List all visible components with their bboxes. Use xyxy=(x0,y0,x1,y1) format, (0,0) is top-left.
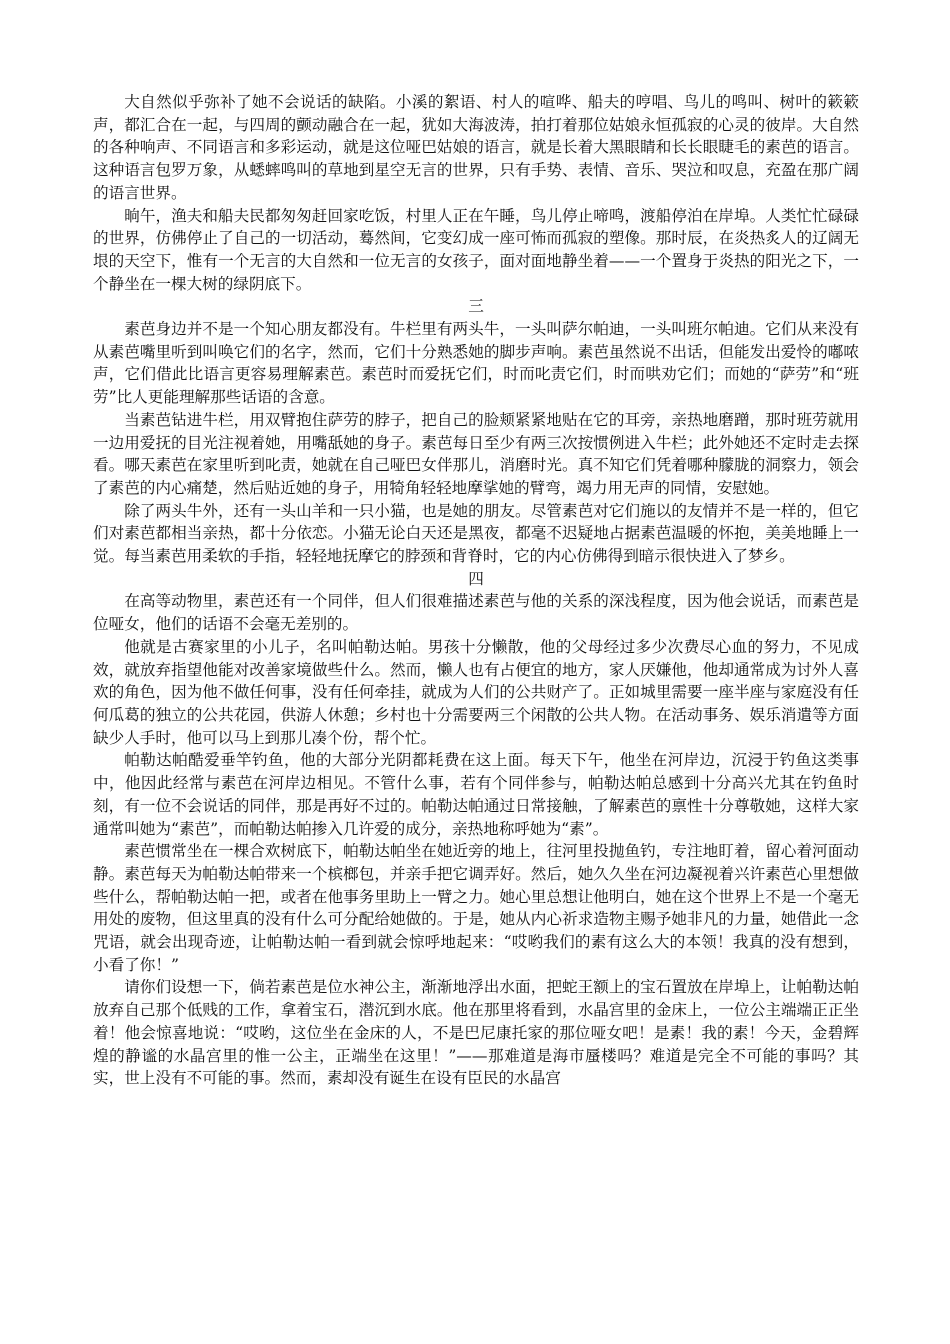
paragraph: 大自然似乎弥补了她不会说话的缺陷。小溪的絮语、村人的喧哗、船夫的哼唱、鸟儿的鸣叫、树叶的簌簌声，都汇合在一起，与四周的颤动融合在一起，犹如大海波涛，拍打着那位姑娘永恒孤寂的心灵的彼岸。大自然的各种响声、不同语言和多彩运动，就是这位哑巴姑娘的语言，就是长着大黑眼睛和长长眼睫毛的素芭的语言。这种语言包罗万象，从蟋蟀鸣叫的草地到星空无言的世界，只有手势、表情、音乐、哭泣和叹息，充盈在那广阔的语言世界。 xyxy=(93,93,859,202)
paragraph: 他就是古赛家里的小儿子，名叫帕勒达帕。男孩十分懒散，他的父母经过多少次费尽心血的努力，不见成效，就放弃指望他能对改善家境做些什么。然而，懒人也有占便宜的地方，家人厌嫌他，他却通常成为讨外人喜欢的角色，因为他不做任何事，没有任何牵挂，就成为人们的公共财产了。正如城里需要一座半座与家庭没有任何瓜葛的独立的公共花园，供游人休憩；乡村也十分需要两三个闲散的公共人物。在活动事务、娱乐消遣等方面缺少人手时，他可以马上到那儿凑个份，帮个忙。 xyxy=(93,637,859,747)
section-heading: 四 xyxy=(468,569,484,588)
paragraph: 帕勒达帕酷爱垂竿钓鱼，他的大部分光阴都耗费在这上面。每天下午，他坐在河岸边，沉浸于钓鱼这类事中，他因此经常与素芭在河岸边相见。不管什么事，若有个同伴参与，帕勒达帕总感到十分高兴尤其在钓鱼时刻，有一位不会说话的同伴，那是再好不过的。帕勒达帕通过日常接触，了解素芭的禀性十分尊敬她，这样大家通常叫她为“素芭”，而帕勒达帕掺入几许爱的成分，亲热地称呼她为“素”。 xyxy=(93,751,859,838)
document-page xyxy=(93,91,859,1090)
paragraph: 当素芭钻进牛栏，用双臂抱住萨劳的脖子，把自己的脸颊紧紧地贴在它的耳旁，亲热地磨蹭，那时班劳就用一边用爱抚的目光注视着她，用嘴舐她的身子。素芭每日至少有两三次按惯例进入牛栏；此外她还不定时走去探看。哪天素芭在家里听到叱责，她就在自己哑巴女伴那儿，消磨时光。真不知它们凭着哪种朦胧的洞察力，领会了素芭的内心痛楚，然后贴近她的身子，用犄角轻轻地摩挲她的臂弯，竭力用无声的同情，安慰她。 xyxy=(93,410,859,497)
paragraph: 素芭身边并不是一个知心朋友都没有。牛栏里有两头牛，一头叫萨尔帕迪，一头叫班尔帕迪。它们从来没有从素芭嘴里听到叫唤它们的名字，然而，它们十分熟悉她的脚步声响。素芭虽然说不出话，但能发出爱怜的嘟哝声，它们借此比语言更容易理解素芭。素芭时而爱抚它们，时而叱责它们，时而哄劝它们；而她的“萨劳”和“班劳”比人更能理解那些话语的含意。 xyxy=(93,320,859,407)
paragraph: 素芭惯常坐在一棵合欢树底下，帕勒达帕坐在她近旁的地上，往河里投抛鱼钓，专注地盯着，留心着河面动静。素芭每天为帕勒达帕带来一个槟榔包，并亲手把它调弄好。然后，她久久坐在河边凝视着兴许素芭心里想做些什么，帮帕勒达帕一把，或者在他事务里助上一臂之力。她心里总想让他明白，她在这个世界上不是一个毫无用处的废物，但这里真的没有什么可分配给她做的。于是，她从内心祈求造物主赐予她非凡的力量，她借此一念咒语，就会出现奇迹，让帕勒达帕一看到就会惊呼地起来：“哎哟我们的素有这么大的本领！我真的没有想到，小看了你！” xyxy=(93,842,859,974)
section-heading: 三 xyxy=(468,297,484,316)
paragraph: 除了两头牛外，还有一头山羊和一只小猫，也是她的朋友。尽管素芭对它们施以的友情并不是一样的，但它们对素芭都相当亲热，都十分依恋。小猫无论白天还是黑夜，都毫不迟疑地占据素芭温暖的怀抱，美美地睡上一觉。每当素芭用柔软的手指，轻轻地抚摩它的脖颈和背脊时，它的内心仿佛得到暗示很快进入了梦乡。 xyxy=(93,501,859,566)
paragraph: 请你们设想一下，倘若素芭是位水神公主，渐渐地浮出水面，把蛇王额上的宝石置放在岸埠上，让帕勒达帕放弃自己那个低贱的工作，拿着宝石，潜沉到水底。他在那里将看到，水晶宫里的金床上，一位公主端端正正坐着！他会惊喜地说：“哎哟，这位坐在金床的人，不是巴尼康托家的那位哑女吧！是素！我的素！今天，金碧辉煌的静谧的水晶宫里的惟一公主，正端坐在这里！”——那难道是海市蜃楼吗？难道是完全不可能的事吗？其实，世上没有不可能的事。然而，素却没有诞生在设有臣民的水晶宫 xyxy=(93,978,859,1088)
paragraph: 在高等动物里，素芭还有一个同伴，但人们很难描述素芭与他的关系的深浅程度，因为他会说话，而素芭是位哑女，他们的话语不会毫无差别的。 xyxy=(93,592,859,634)
paragraph: 晌午，渔夫和船夫民都匆匆赶回家吃饭，村里人正在午睡，鸟儿停止啼鸣，渡船停泊在岸埠。人类忙忙碌碌的世界，仿佛停止了自己的一切活动，蓦然间，它变幻成一座可怖而孤寂的塑像。那时辰，在炎热炙人的辽阔无垠的天空下，惟有一个无言的大自然和一位无言的女孩子，面对面地静坐着——一个置身于炎热的阳光之下，一个静坐在一棵大树的绿阴底下。 xyxy=(93,206,859,293)
